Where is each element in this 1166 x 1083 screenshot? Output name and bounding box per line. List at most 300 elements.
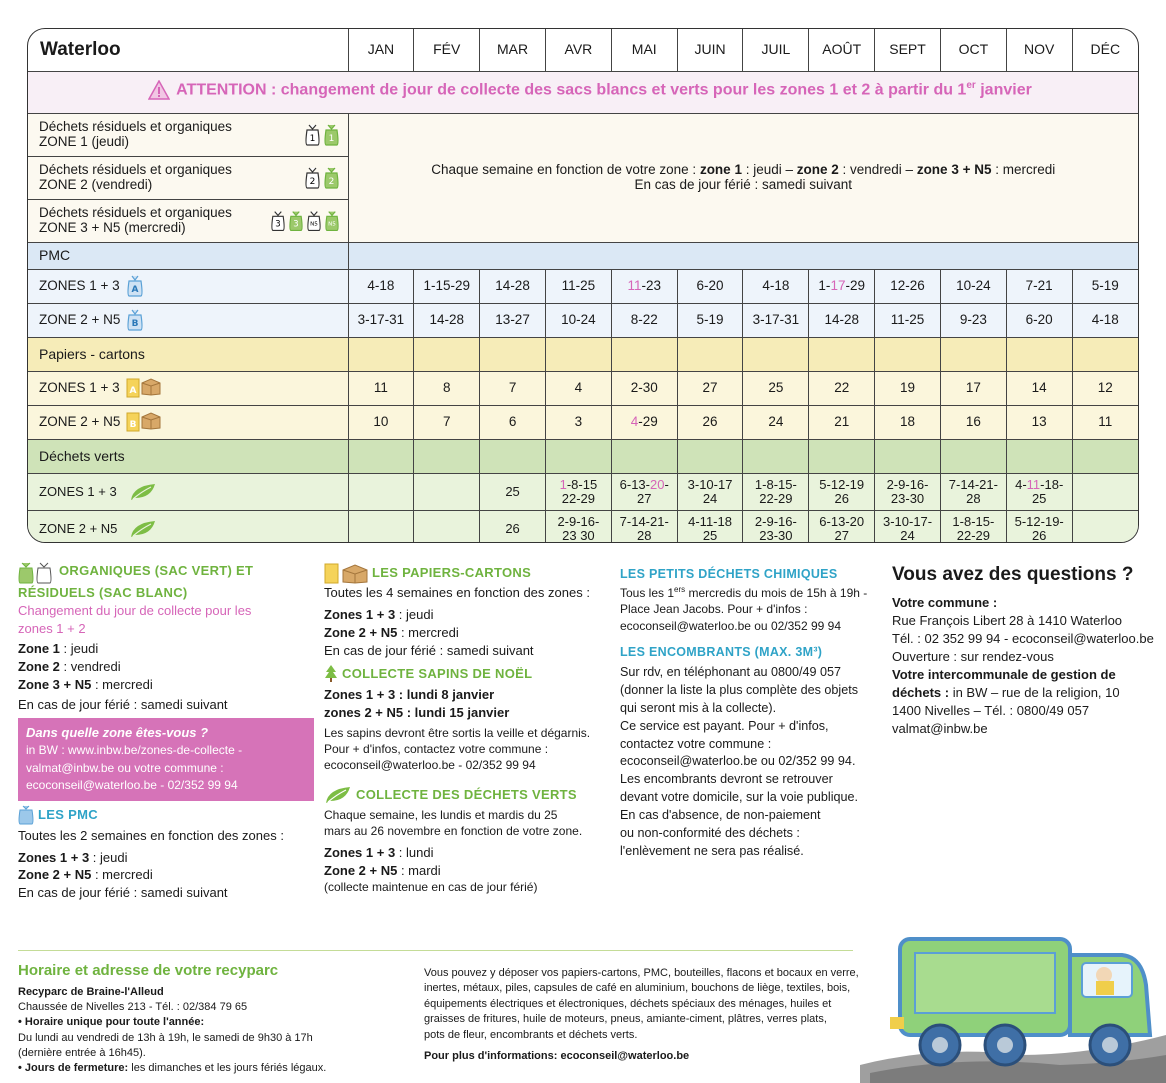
date-segment: 23 30	[562, 527, 595, 543]
collection-date-cell	[348, 405, 414, 439]
date-segment: 24	[702, 490, 718, 506]
date-segment: 3-17-31	[357, 311, 405, 327]
date-segment: 18	[900, 413, 916, 429]
date-segment: 27	[834, 527, 849, 543]
date-segment: 9-23	[959, 311, 987, 327]
depot-line: Vous pouvez y déposer vos papiers-cartons, PMC, bouteilles, flacons et bocaux en verre,	[424, 967, 859, 979]
date-line	[809, 492, 874, 506]
recyparc-horaire-label: • Horaire unique pour toute l'année:	[18, 1016, 205, 1029]
date-segment: 11-25	[561, 277, 596, 293]
collection-date-cell	[480, 303, 546, 337]
date-segment: 7-14-21-	[948, 476, 998, 492]
date-segment: -18-	[1040, 476, 1064, 492]
depot-line: inertes, métaux, piles, capsules de café en aluminium, bouchons de liège, textiles, bois,	[424, 982, 851, 995]
month-header: JAN	[348, 29, 414, 71]
section-spacer	[611, 439, 677, 473]
sapins-contact[interactable]: ecoconseil@waterloo.be - 02/352 99 94	[324, 758, 536, 772]
collection-date-cell	[1006, 405, 1072, 439]
collection-date-cell	[1006, 303, 1072, 337]
recyparc-section	[18, 950, 859, 1074]
collection-date-cell	[875, 371, 941, 405]
papiers-row-zone-2-n5	[28, 405, 1138, 439]
encombrants-line: contactez votre commune :	[620, 736, 772, 751]
residuels-label-line1: Déchets résiduels et organiques	[39, 118, 232, 134]
date-line	[1007, 478, 1072, 492]
date-segment: 5-19	[696, 311, 724, 327]
residuels-info-zone2: zone 2	[796, 162, 839, 178]
date-segment: 11	[1098, 413, 1113, 429]
leaf-icon	[129, 482, 157, 502]
section-spacer	[1072, 337, 1138, 371]
organiques-title-2: RÉSIDUELS (SAC BLANC)	[18, 585, 188, 600]
collection-date-cell	[611, 303, 677, 337]
depot-line: pots de fleur, encombrants et déchets verts.	[424, 1028, 638, 1041]
collection-date-cell	[1072, 510, 1138, 543]
collection-date-cell	[348, 269, 414, 303]
residuels-label	[28, 199, 348, 242]
section-spacer	[545, 337, 611, 371]
collection-date-cell	[611, 510, 677, 543]
collection-date-cell	[743, 405, 809, 439]
chimiques-contact[interactable]: ecoconseil@waterloo.be ou 02/352 99 94	[620, 618, 842, 633]
date-segment: 8	[442, 379, 451, 395]
date-segment: 12-26	[890, 277, 925, 293]
section-spacer	[480, 337, 546, 371]
attention-sup: er	[966, 79, 976, 91]
date-segment: 24	[768, 413, 784, 429]
verts-note: (collecte maintenue en cas de jour férié)	[324, 880, 538, 895]
encombrants-line: Ce service est payant. Pour + d'infos,	[620, 718, 829, 733]
zone-label: Zone 2 + N5	[324, 862, 398, 878]
date-segment: 22-29	[561, 490, 596, 506]
month-header: JUIL	[743, 29, 809, 71]
date-segment: 6-20	[1025, 311, 1053, 327]
section-spacer	[677, 337, 743, 371]
christmas-tree-icon	[324, 664, 338, 684]
row-label	[28, 473, 348, 510]
date-line	[612, 478, 677, 492]
verts-section-row	[28, 439, 1138, 473]
papiers-row-zones-1-3	[28, 371, 1138, 405]
intercommunale-email[interactable]: valmat@inbw.be	[892, 720, 988, 736]
date-segment: 2-9-16-	[557, 514, 600, 530]
date-line	[941, 478, 1006, 492]
section-spacer	[414, 337, 480, 371]
row-label	[28, 405, 348, 439]
zone-label: Zone 2 + N5	[18, 867, 92, 883]
bag-icons	[304, 167, 340, 189]
row-label-text: ZONES 1 + 3	[39, 483, 117, 499]
collection-date-cell	[414, 510, 480, 543]
white-bag-3-icon	[270, 210, 286, 232]
month-header: MAR	[480, 29, 546, 71]
collection-date-cell	[480, 371, 546, 405]
date-segment: 23-30	[759, 527, 793, 543]
svg-text:N5: N5	[327, 221, 336, 228]
date-segment: 25	[768, 379, 784, 395]
section-spacer	[348, 242, 1138, 269]
date-line	[941, 529, 1006, 543]
row-label-text: ZONE 2 + N5	[39, 311, 121, 327]
collection-date-cell	[940, 269, 1006, 303]
encombrants-line: Les encombrants devront se retrouver	[620, 772, 833, 787]
collection-date-cell	[414, 303, 480, 337]
collection-date-cell	[545, 303, 611, 337]
papiers-info-title: LES PAPIERS-CARTONS	[372, 565, 532, 581]
chimiques-text: Tous les 1	[620, 586, 675, 601]
row-label-text: ZONES 1 + 3	[39, 277, 120, 293]
residuels-label-line2: ZONE 1 (jeudi)	[39, 133, 130, 149]
section-spacer	[414, 439, 480, 473]
residuels-info	[348, 113, 1138, 242]
month-header: MAI	[611, 29, 677, 71]
date-segment: 26	[1031, 527, 1047, 543]
date-line	[875, 478, 940, 492]
green-bag-n5-icon	[324, 210, 340, 232]
date-line	[612, 492, 677, 506]
section-spacer	[611, 337, 677, 371]
zone-day: : mercredi	[91, 867, 153, 883]
info-column-papiers	[324, 562, 614, 896]
collection-date-cell	[677, 269, 743, 303]
commune-label: Votre commune :	[892, 595, 998, 611]
date-segment: 26	[702, 413, 718, 429]
warning-icon	[148, 80, 170, 100]
date-segment: 1-8-15-	[754, 476, 797, 492]
date-line	[1007, 529, 1072, 543]
bag-icons	[270, 210, 340, 232]
encombrants-line: qui seront mis à la collecte).	[620, 700, 777, 715]
date-segment: 5-12-19-	[1014, 514, 1064, 530]
section-spacer	[677, 439, 743, 473]
collection-date-cell	[545, 371, 611, 405]
month-header-row	[28, 29, 1138, 71]
date-segment: 11-25	[890, 311, 925, 327]
bag-icons	[304, 124, 340, 146]
date-line	[546, 492, 611, 506]
section-spacer	[1072, 439, 1138, 473]
encombrants-line: En cas d'absence, de non-paiement	[620, 808, 821, 823]
white-bag-1-icon	[304, 124, 321, 146]
collection-date-cell	[348, 510, 414, 543]
intercommunale-label-2: déchets :	[892, 684, 950, 700]
date-segment: 6-20	[696, 277, 724, 293]
commune-contact[interactable]: Tél. : 02 352 99 94 - ecoconseil@waterloo.be	[892, 631, 1154, 647]
green-bag-1-icon	[323, 124, 340, 146]
pmc-intro: Toutes les 2 semaines en fonction des zones :	[18, 827, 284, 843]
date-segment: 11	[627, 277, 642, 293]
date-line	[743, 478, 808, 492]
sapins-text: Les sapins devront être sortis la veille et dégarnis.	[324, 725, 591, 740]
sapins-zone-2: zones 2 + N5 : lundi 15 janvier	[324, 704, 510, 720]
leaf-icon	[129, 519, 157, 539]
encombrants-body	[620, 664, 885, 861]
collection-date-cell	[348, 371, 414, 405]
attention-text: ATTENTION : changement de jour de collecte des sacs blancs et verts pour les zones 1 et 2 à partir du 1	[176, 80, 967, 98]
date-segment: 20	[650, 476, 665, 492]
collection-date-cell	[743, 303, 809, 337]
date-segment: 1-15-29	[423, 277, 471, 293]
section-spacer	[1006, 337, 1072, 371]
date-segment: -29	[845, 277, 865, 293]
cardboard-box-icon	[141, 378, 161, 396]
section-spacer	[743, 337, 809, 371]
chimiques-sup: ers	[674, 585, 686, 595]
calendar-table	[28, 29, 1138, 543]
date-line	[1007, 515, 1072, 529]
commune-address: Rue François Libert 28 à 1410 Waterloo	[892, 613, 1123, 629]
date-segment: 21	[834, 413, 850, 429]
date-segment: 26	[505, 520, 520, 536]
intercommunale-label: Votre intercommunale de gestion de	[892, 666, 1116, 682]
encombrants-title: LES ENCOMBRANTS (MAX. 3M³)	[620, 644, 823, 659]
date-segment: 16	[965, 413, 981, 429]
collection-date-cell	[545, 269, 611, 303]
depot-line: graisses de fritures, huile de moteurs, pneus, amiante-ciment, plâtres, verres plats,	[424, 1013, 827, 1026]
residuels-label-line1: Déchets résiduels et organiques	[39, 204, 232, 220]
sapins-text: Pour + d'infos, contactez votre commune :	[324, 741, 549, 756]
collection-date-cell	[1006, 371, 1072, 405]
date-segment: 3	[574, 413, 583, 429]
date-segment: 11	[373, 379, 388, 395]
date-segment: 25	[702, 527, 718, 543]
date-line	[743, 492, 808, 506]
date-line	[743, 515, 808, 529]
recyparc-name: Recyparc de Braine-l'Alleud	[18, 986, 164, 998]
white-bag-n5-icon	[306, 210, 322, 232]
date-segment: 6	[508, 413, 517, 429]
section-spacer	[875, 337, 941, 371]
zone-day: : mardi	[397, 862, 441, 878]
zone-finder-contact[interactable]: ecoconseil@waterloo.be - 02/352 99 94	[26, 778, 238, 793]
verts-row-zone-2-n5	[28, 510, 1138, 543]
date-line	[612, 515, 677, 529]
residuels-label	[28, 156, 348, 199]
badge-letter: A	[129, 386, 137, 396]
date-segment: 3-10-17	[687, 476, 733, 492]
date-segment: 4-	[1015, 476, 1027, 492]
collection-date-cell	[480, 269, 546, 303]
papiers-section-row	[28, 337, 1138, 371]
month-header: AOÛT	[809, 29, 875, 71]
date-segment: 7-21	[1025, 277, 1053, 293]
date-segment: 4-18	[1091, 311, 1119, 327]
date-segment: 24	[900, 527, 915, 543]
collection-date-cell	[611, 269, 677, 303]
date-segment: 22-29	[759, 490, 793, 506]
date-segment: -8-15	[566, 476, 598, 492]
collection-date-cell	[611, 405, 677, 439]
collection-date-cell	[743, 269, 809, 303]
questions-title: Vous avez des questions ?	[892, 564, 1134, 585]
encombrants-contact[interactable]: ecoconseil@waterloo.be ou 02/352 99 94.	[620, 754, 856, 769]
paper-b-icon	[126, 412, 140, 432]
svg-text:N5: N5	[309, 221, 318, 228]
month-header: OCT	[940, 29, 1006, 71]
change-note: Changement du jour de collecte pour les	[18, 602, 252, 618]
collection-date-cell	[1072, 371, 1138, 405]
date-line	[546, 515, 611, 529]
badge-letter: B	[129, 420, 137, 430]
residuels-label-line2: ZONE 3 + N5 (mercredi)	[39, 219, 186, 235]
date-segment: 2-30	[630, 379, 658, 395]
zone-label: Zone 2	[18, 658, 60, 674]
encombrants-line: devant votre domicile, sur la voie publique.	[620, 790, 859, 805]
row-label	[28, 510, 348, 543]
svg-text:1: 1	[328, 133, 334, 144]
zone-day: : jeudi	[59, 640, 99, 656]
recyparc-fermeture-label: • Jours de fermeture:	[18, 1061, 129, 1074]
info-email[interactable]: ecoconseil@waterloo.be	[560, 1049, 690, 1062]
collection-date-cell	[1006, 473, 1072, 510]
white-bag-2-icon	[304, 167, 321, 189]
month-header: AVR	[545, 29, 611, 71]
residuels-label-line1: Déchets résiduels et organiques	[39, 161, 232, 177]
paper-box-icon	[324, 562, 368, 584]
section-spacer	[348, 337, 414, 371]
collection-date-cell	[611, 371, 677, 405]
month-header: FÉV	[414, 29, 480, 71]
date-line	[941, 515, 1006, 529]
date-segment: 25	[505, 483, 520, 499]
papiers-section-title: Papiers - cartons	[28, 337, 348, 371]
collection-date-cell	[875, 405, 941, 439]
recyparc-title: Horaire et adresse de votre recyparc	[18, 962, 279, 979]
pmc-row-zone-2-n5	[28, 303, 1138, 337]
residuels-label	[28, 113, 348, 156]
date-segment: 1-8-15-	[952, 514, 995, 530]
date-segment: 28	[636, 527, 652, 543]
recyparc-fermeture: les dimanches et les jours fériés légaux.	[128, 1061, 327, 1074]
attention-row	[28, 71, 1138, 113]
collection-date-cell	[545, 405, 611, 439]
attention-banner	[28, 71, 1138, 113]
collection-date-cell	[414, 371, 480, 405]
collection-date-cell	[1072, 473, 1138, 510]
date-line	[743, 529, 808, 543]
city-name: Waterloo	[28, 29, 348, 71]
paper-a-icon	[126, 378, 140, 398]
date-segment: 4	[630, 413, 639, 429]
zone-day: : mercredi	[91, 676, 153, 692]
collection-date-cell	[677, 303, 743, 337]
zone-day: : mercredi	[397, 624, 459, 640]
zone-finder-line: valmat@inbw.be ou votre commune :	[26, 760, 224, 775]
collection-date-cell	[414, 405, 480, 439]
date-segment: 1-	[818, 277, 831, 293]
collection-date-cell	[414, 269, 480, 303]
date-line	[1007, 492, 1072, 506]
recyparc-details	[18, 985, 398, 1076]
date-segment: 13-27	[495, 311, 530, 327]
zone-label: Zone 1	[18, 640, 60, 656]
date-segment: 22-29	[956, 527, 990, 543]
date-segment: 14-28	[429, 311, 464, 327]
collection-date-cell	[480, 510, 546, 543]
verts-info-title: COLLECTE DES DÉCHETS VERTS	[356, 787, 577, 803]
encombrants-line: Sur rdv, en téléphonant au 0800/49 057	[620, 665, 842, 680]
zone-label: Zone 3 + N5	[18, 676, 92, 692]
date-segment: 4-11-18	[688, 514, 732, 530]
zone-label: Zone 2 + N5	[324, 624, 398, 640]
date-segment: 11	[1026, 476, 1041, 492]
row-label-text: ZONE 2 + N5	[39, 413, 121, 429]
date-line	[678, 478, 743, 492]
encombrants-line: (donner la liste la plus complète des objets	[620, 682, 859, 697]
collection-date-cell	[743, 473, 809, 510]
section-spacer	[875, 439, 941, 473]
collection-date-cell	[545, 473, 611, 510]
date-line	[875, 492, 940, 506]
month-header: NOV	[1006, 29, 1072, 71]
collection-date-cell	[348, 303, 414, 337]
date-segment: 23-30	[890, 490, 925, 506]
residuels-info-ferie: En cas de jour férié : samedi suivant	[634, 176, 853, 192]
collection-date-cell	[348, 473, 414, 510]
collection-date-cell	[875, 303, 941, 337]
date-segment: 6-13-20	[819, 514, 865, 530]
section-spacer	[809, 439, 875, 473]
collection-date-cell	[677, 405, 743, 439]
date-segment: 14-28	[824, 311, 859, 327]
collection-date-cell	[940, 473, 1006, 510]
date-segment: -23	[641, 277, 661, 293]
verts-text: mars au 26 novembre en fonction de votre zone.	[324, 824, 583, 839]
collection-date-cell	[743, 371, 809, 405]
collection-date-cell	[875, 269, 941, 303]
collection-date-cell	[940, 405, 1006, 439]
sapins-title: COLLECTE SAPINS DE NOËL	[342, 665, 533, 681]
organiques-title: ORGANIQUES (SAC VERT) ET	[59, 563, 254, 578]
month-header: SEPT	[875, 29, 941, 71]
recyparc-address: Chaussée de Nivelles 213 - Tél. : 02/384 79 65	[18, 1001, 248, 1014]
date-segment: 7	[508, 379, 517, 395]
pmc-section-row	[28, 242, 1138, 269]
section-spacer	[743, 439, 809, 473]
month-header: DÉC	[1072, 29, 1138, 71]
zone-finder-box	[18, 718, 314, 801]
ferie-note: En cas de jour férié : samedi suivant	[18, 696, 228, 712]
collection-date-cell	[1072, 405, 1138, 439]
collection-date-cell	[940, 510, 1006, 543]
chimiques-title: LES PETITS DÉCHETS CHIMIQUES	[620, 567, 838, 581]
svg-text:2: 2	[328, 176, 334, 187]
date-segment: 7	[442, 413, 451, 429]
collection-date-cell	[677, 473, 743, 510]
intercommunale-city: 1400 Nivelles – Tél. : 0800/49 057	[892, 702, 1090, 718]
row-label	[28, 269, 348, 303]
date-line	[678, 529, 743, 543]
collection-date-cell	[1006, 269, 1072, 303]
section-spacer	[480, 439, 546, 473]
date-segment: 10	[373, 413, 389, 429]
date-segment: 4-18	[762, 277, 790, 293]
zone-day: : vendredi	[59, 658, 121, 674]
date-line	[809, 529, 874, 543]
zone-finder-link[interactable]: in BW : www.inbw.be/zones-de-collecte -	[26, 743, 243, 758]
date-segment: 19	[900, 379, 916, 395]
residuels-info-zone1: zone 1	[699, 162, 742, 178]
badge-letter: A	[131, 285, 139, 295]
residuels-info-text: Chaque semaine en fonction de votre zone :	[431, 162, 700, 178]
date-segment: 7-14-21-	[619, 514, 669, 530]
row-label-text: ZONE 2 + N5	[39, 520, 118, 536]
date-segment: -29	[638, 413, 658, 429]
date-segment: 14-28	[495, 277, 530, 293]
residuels-info-text: : mercredi	[991, 162, 1056, 178]
collection-date-cell	[611, 473, 677, 510]
leaf-icon	[324, 785, 352, 805]
